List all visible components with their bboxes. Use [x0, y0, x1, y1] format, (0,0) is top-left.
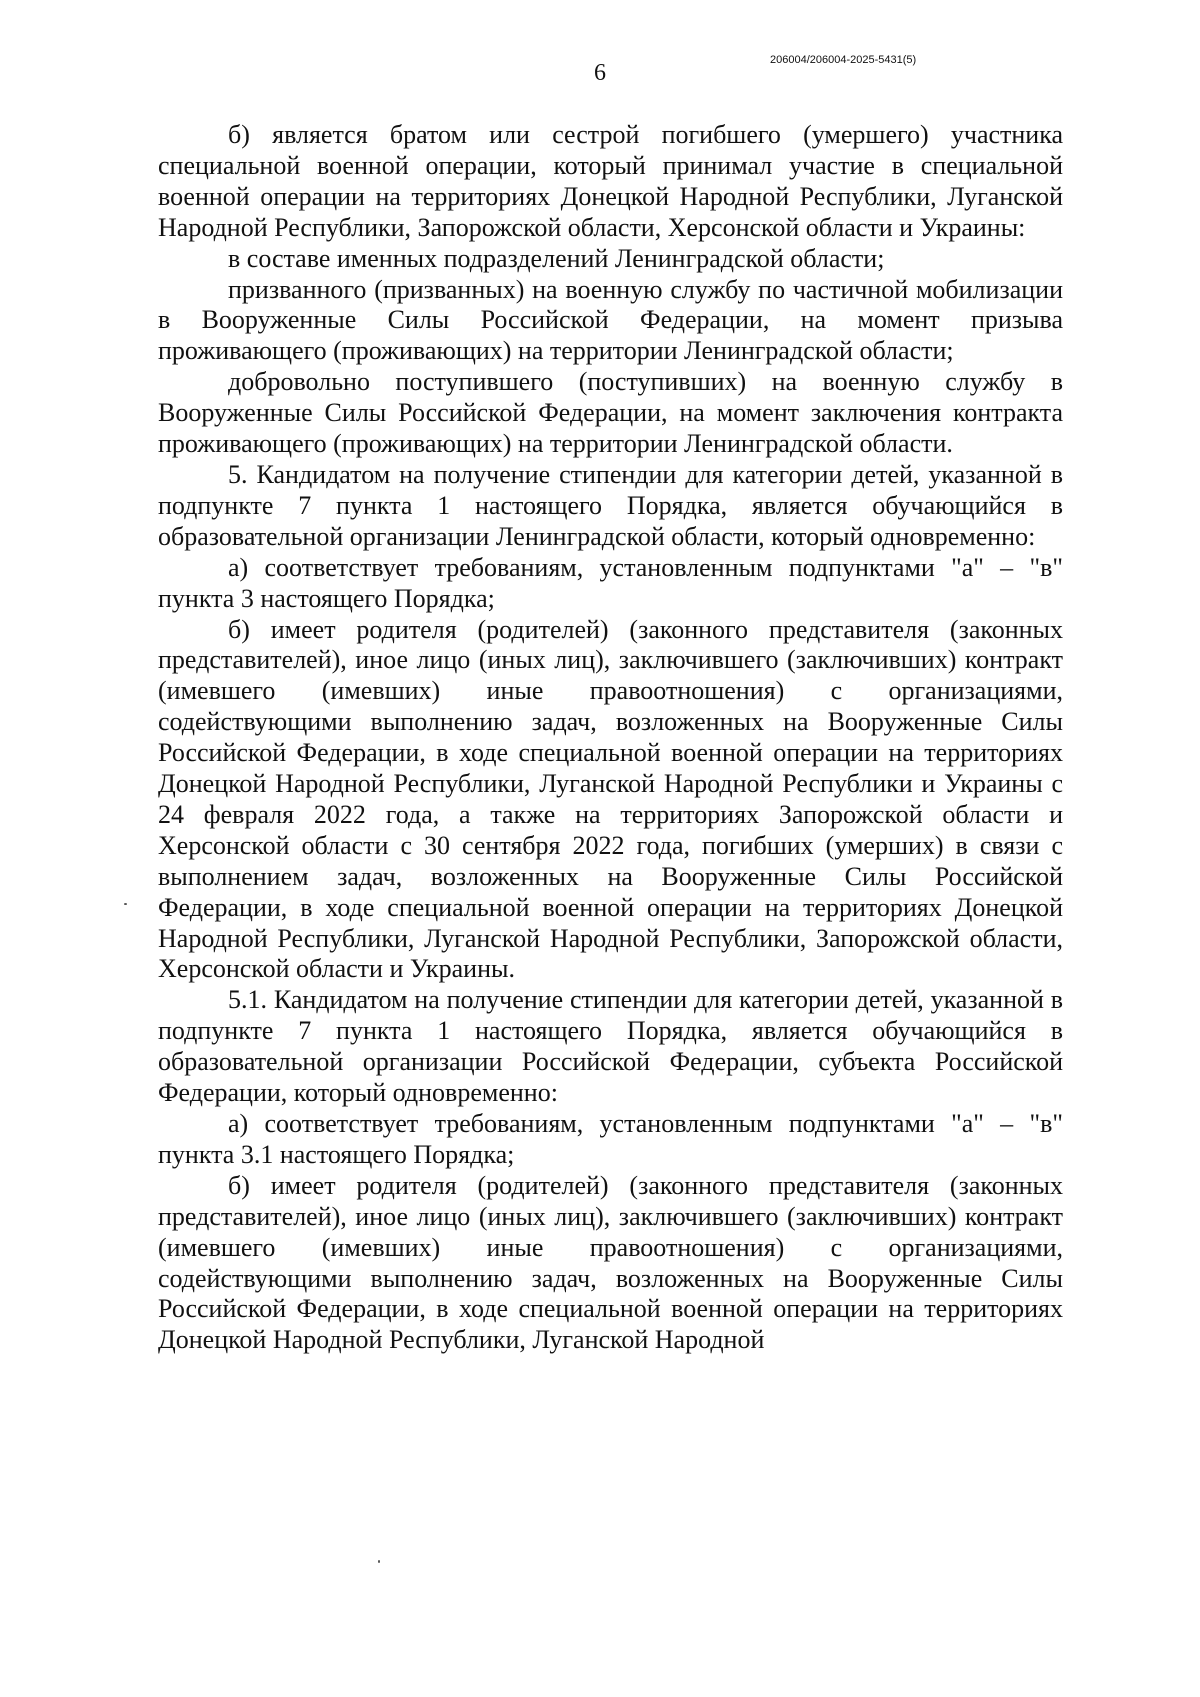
- scan-speck: [378, 1560, 380, 1563]
- paragraph: б) имеет родителя (родителей) (законного представителя (законных представителей), иное лицо (иных лиц), заключившего (заключивших) контракт (имевшего (имевших) иные правоотношения) с организациями, содействующими выполнению задач, возложенных на Вооруженные Силы Российской Федерации, в ходе специальной военной операции на территориях Донецкой Народной Республики, Луганской Народной: [158, 1170, 1063, 1355]
- document-id: 206004/206004-2025-5431(5): [770, 54, 917, 66]
- paragraph: а) соответствует требованиям, установленным подпунктами "а" – "в" пункта 3.1 настоящего Порядка;: [158, 1109, 1063, 1169]
- paragraph: б) является братом или сестрой погибшего (умершего) участника специальной военной операции, который принимал участие в специальной военной операции на территориях Донецкой Народной Республики, Луганской Народной Республики, Запорожской области, Херсонской области и Украины:: [158, 120, 1063, 242]
- paragraph: в составе именных подразделений Ленинградской области;: [228, 243, 885, 273]
- paragraph: 5.1. Кандидатом на получение стипендии для категории детей, указанной в подпункте 7 пункта 1 настоящего Порядка, является обучающийся в образовательной организации Российской Федерации, субъекта Российской Федерации, который одновременно:: [158, 985, 1063, 1108]
- paragraph: добровольно поступившего (поступивших) на военную службу в Вооруженные Силы Российской Федерации, на момент заключения контракта проживающего (проживающих) на территории Ленинградской области.: [158, 367, 1063, 459]
- page-number: 6: [594, 60, 606, 86]
- paragraph: а) соответствует требованиям, установленным подпунктами "а" – "в" пункта 3 настоящего Порядка;: [158, 552, 1063, 613]
- scan-speck: [124, 903, 127, 905]
- paragraph: призванного (призванных) на военную службу по частичной мобилизации в Вооруженные Силы Российской Федерации, на момент призыва проживающего (проживающих) на территории Ленинградской области;: [158, 274, 1063, 366]
- paragraph: 5. Кандидатом на получение стипендии для категории детей, указанной в подпункте 7 пункта 1 настоящего Порядка, является обучающийся в образовательной организации Ленинградской области, который одновременно:: [158, 459, 1063, 551]
- paragraph: б) имеет родителя (родителей) (законного представителя (законных представителей), иное лицо (иных лиц), заключившего (заключивших) контракт (имевшего (имевших) иные правоотношения) с организациями, содействующими выполнению задач, возложенных на Вооруженные Силы Российской Федерации, в ходе специальной военной операции на территориях Донецкой Народной Республики, Луганской Народной Республики и Украины с 24 февраля 2022 года, а также на территориях Запорожской области и Херсонской области с 30 сентября 2022 года, погибших (умерших) в связи с выполнением задач, возложенных на Вооруженные Силы Российской Федерации, в ходе специальной военной операции на территориях Донецкой Народной Республики, Луганской Народной Республики, Запорожской области, Херсонской области и Украины.: [158, 614, 1063, 984]
- document-body: [158, 120, 1063, 1356]
